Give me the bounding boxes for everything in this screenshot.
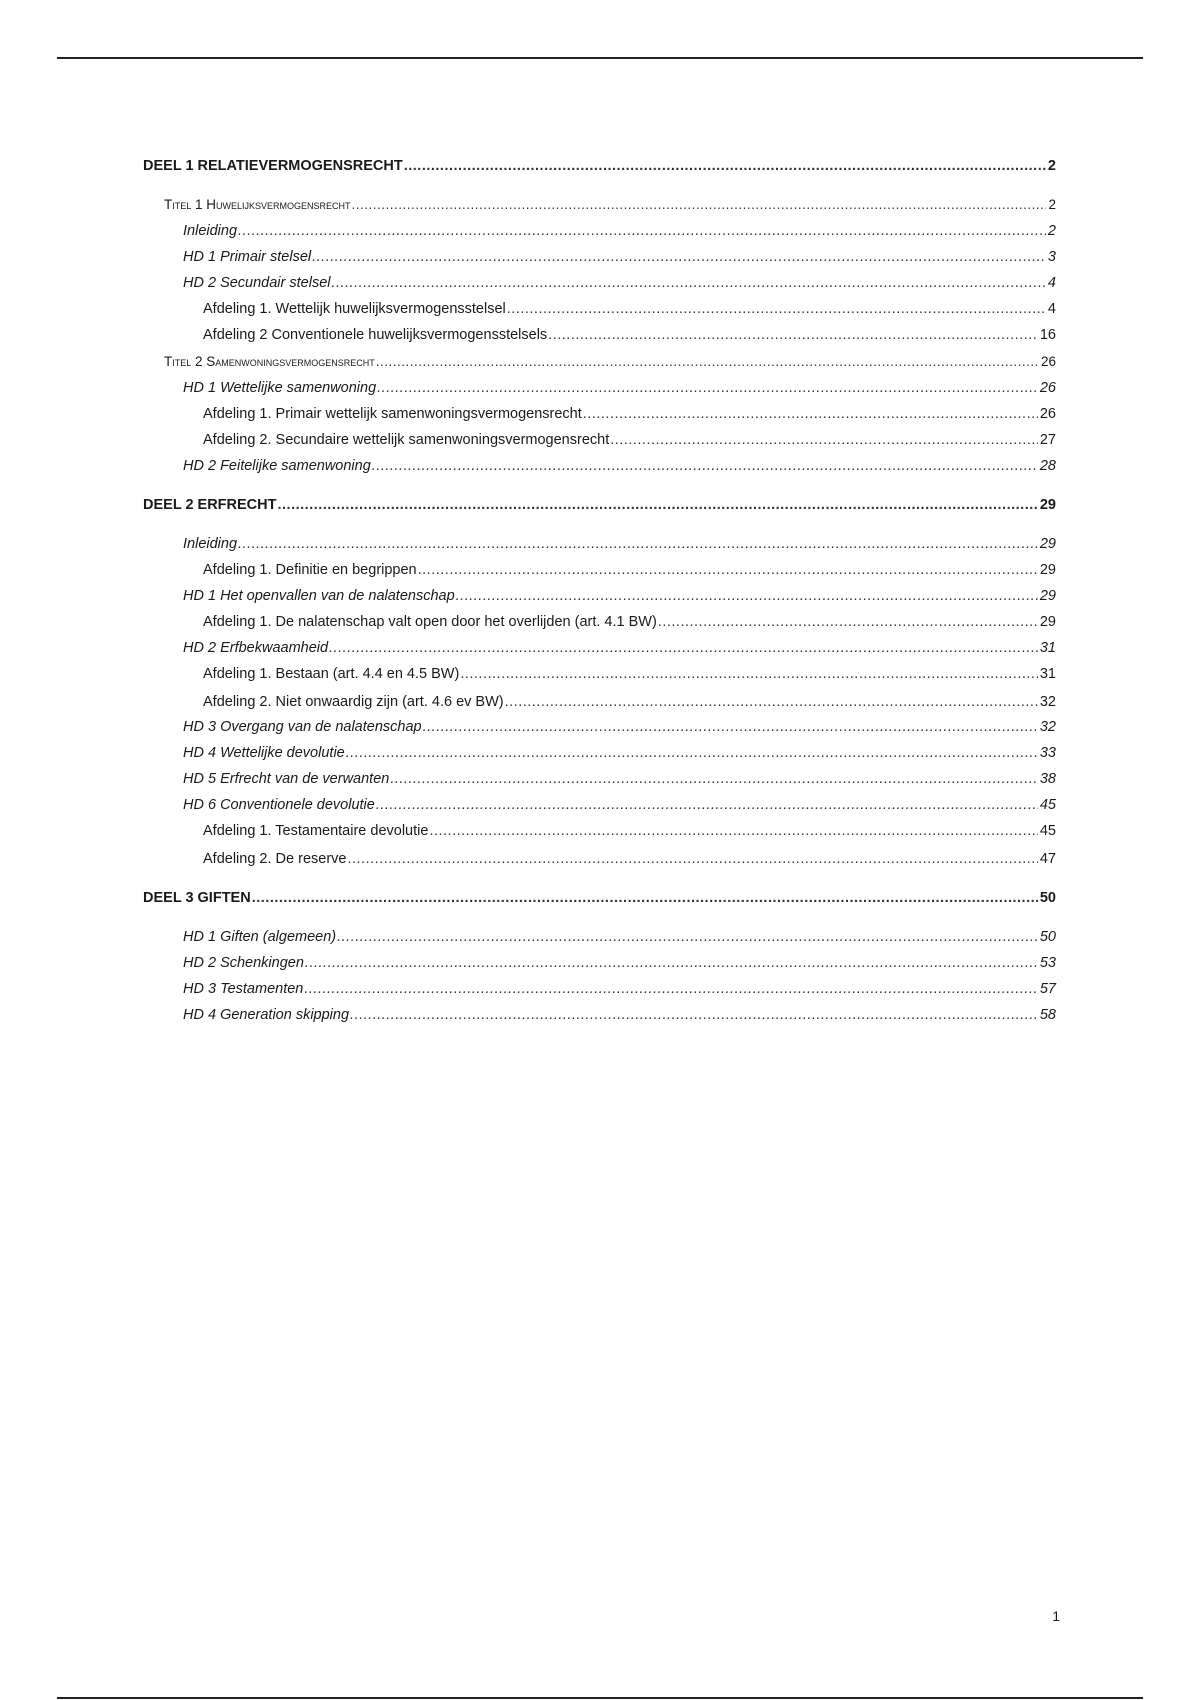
toc-entry-label: HD 2 Secundair stelsel [183, 275, 331, 291]
toc-entry-label: Afdeling 1. Definitie en begrippen [203, 562, 417, 578]
toc-entry-label: HD 4 Wettelijke devolutie [183, 745, 345, 761]
dot-leader [329, 639, 1038, 657]
toc-entry-label: HD 1 Wettelijke samenwoning [183, 380, 377, 396]
dot-leader [377, 379, 1038, 397]
toc-entry-label: HD 2 Feitelijke samenwoning [183, 458, 371, 474]
toc-entry-page: 33 [1039, 745, 1056, 761]
toc-entry-page: 2 [1047, 158, 1056, 174]
toc-entry-hd-2[interactable] [183, 639, 1056, 657]
toc-entry-titel-1[interactable] [164, 196, 1056, 214]
toc-entry-afdeling[interactable] [203, 613, 1056, 631]
toc-entry-page: 50 [1039, 890, 1056, 906]
toc-entry-hd-3[interactable] [183, 718, 1056, 736]
toc-entry-hd-5[interactable] [183, 770, 1056, 788]
toc-entry-page: 58 [1039, 1007, 1056, 1023]
toc-entry-page: 45 [1039, 823, 1056, 839]
toc-entry-page: 57 [1039, 981, 1056, 997]
toc-entry-label: Inleiding [183, 536, 238, 552]
toc-entry-label: DEEL 1 RELATIEVERMOGENSRECHT [143, 158, 403, 174]
dot-leader [337, 928, 1038, 946]
toc-entry-label: HD 2 Schenkingen [183, 955, 304, 971]
dot-leader [429, 822, 1037, 840]
dot-leader [352, 196, 1047, 214]
dot-leader [277, 496, 1037, 514]
toc-entry-page: 3 [1047, 249, 1056, 265]
toc-entry-label: Inleiding [183, 223, 238, 239]
toc-entry-page: 45 [1039, 797, 1056, 813]
toc-entry-label: Afdeling 2. Secundaire wettelijk samenwoningsvermogensrecht [203, 432, 610, 448]
toc-entry-label: Afdeling 1. Testamentaire devolutie [203, 823, 429, 839]
toc-entry-page: 53 [1039, 955, 1056, 971]
toc-entry-label: HD 3 Overgang van de nalatenschap [183, 719, 422, 735]
toc-entry-page: 28 [1039, 458, 1056, 474]
toc-entry-afdeling[interactable] [203, 822, 1056, 840]
toc-entry-deel-2[interactable] [143, 496, 1056, 514]
toc-entry-label: HD 6 Conventionele devolutie [183, 797, 375, 813]
dot-leader [507, 300, 1046, 318]
toc-entry-page: 29 [1039, 497, 1056, 513]
toc-entry-page: 2 [1047, 223, 1056, 239]
toc-entry-afdeling[interactable] [203, 326, 1056, 344]
toc-entry-hd-4[interactable] [183, 744, 1056, 762]
toc-entry-label: Afdeling 1. De nalatenschap valt open door het overlijden (art. 4.1 BW) [203, 614, 657, 630]
toc-entry-label: Afdeling 1. Bestaan (art. 4.4 en 4.5 BW) [203, 666, 460, 682]
toc-entry-page: 4 [1047, 301, 1056, 317]
toc-entry-hd-6[interactable] [183, 796, 1056, 814]
toc-entry-afdeling[interactable] [203, 850, 1056, 868]
dot-leader [505, 693, 1038, 711]
toc-entry-label: Afdeling 2. Niet onwaardig zijn (art. 4.6 ev BW) [203, 694, 504, 710]
toc-entry-label: HD 1 Primair stelsel [183, 249, 312, 265]
toc-entry-deel-3[interactable] [143, 889, 1056, 907]
dot-leader [658, 613, 1038, 631]
dot-leader [305, 954, 1038, 972]
toc-entry-label: Afdeling 1. Wettelijk huwelijksvermogensstelsel [203, 301, 506, 317]
toc-entry-page: 31 [1039, 640, 1056, 656]
toc-entry-page: 27 [1039, 432, 1056, 448]
dot-leader [583, 405, 1038, 423]
toc-entry-page: 2 [1048, 197, 1056, 212]
toc-entry-label: Titel 1 Huwelijksvermogensrecht [164, 197, 351, 212]
toc-entry-label: HD 1 Giften (algemeen) [183, 929, 337, 945]
toc-entry-page: 29 [1039, 562, 1056, 578]
toc-entry-label: DEEL 3 GIFTEN [143, 890, 251, 906]
toc-entry-label: DEEL 2 ERFRECHT [143, 497, 277, 513]
dot-leader [332, 274, 1046, 292]
toc-entry-page: 32 [1039, 694, 1056, 710]
toc-entry-hd-2[interactable] [183, 457, 1056, 475]
toc-entry-inleiding[interactable] [183, 535, 1056, 553]
toc-entry-hd-3[interactable] [183, 980, 1056, 998]
page-number: 1 [1052, 1608, 1060, 1624]
dot-leader [238, 222, 1046, 240]
dot-leader [252, 889, 1038, 907]
toc-entry-hd-1[interactable] [183, 379, 1056, 397]
toc-entry-page: 32 [1039, 719, 1056, 735]
toc-entry-label: HD 4 Generation skipping [183, 1007, 350, 1023]
toc-entry-page: 29 [1039, 588, 1056, 604]
toc-entry-page: 31 [1039, 666, 1056, 682]
dot-leader [347, 850, 1037, 868]
toc-entry-label: HD 5 Erfrecht van de verwanten [183, 771, 390, 787]
dot-leader [418, 561, 1038, 579]
toc-entry-afdeling[interactable] [203, 300, 1056, 318]
dot-leader [372, 457, 1038, 475]
toc-entry-hd-4[interactable] [183, 1006, 1056, 1024]
dot-leader [404, 157, 1046, 175]
toc-entry-label: HD 3 Testamenten [183, 981, 304, 997]
toc-entry-page: 26 [1039, 406, 1056, 422]
dot-leader [376, 796, 1038, 814]
toc-entry-afdeling[interactable] [203, 561, 1056, 579]
toc-entry-label: Afdeling 2. De reserve [203, 851, 347, 867]
toc-entry-page: 50 [1039, 929, 1056, 945]
toc-entry-label: Afdeling 1. Primair wettelijk samenwoningsvermogensrecht [203, 406, 582, 422]
dot-leader [423, 718, 1038, 736]
dot-leader [460, 665, 1038, 683]
toc-entry-page: 29 [1039, 614, 1056, 630]
dot-leader [456, 587, 1038, 605]
footer-rule [57, 1697, 1143, 1699]
dot-leader [304, 980, 1037, 998]
toc-entry-page: 26 [1039, 380, 1056, 396]
toc-entry-page: 38 [1039, 771, 1056, 787]
dot-leader [610, 431, 1038, 449]
dot-leader [346, 744, 1038, 762]
toc-entry-afdeling[interactable] [203, 431, 1056, 449]
toc-entry-afdeling[interactable] [203, 693, 1056, 711]
toc-entry-label: HD 2 Erfbekwaamheid [183, 640, 329, 656]
toc-entry-titel-2[interactable] [164, 353, 1056, 371]
dot-leader [548, 326, 1038, 344]
toc-entry-hd-2[interactable] [183, 274, 1056, 292]
dot-leader [376, 353, 1039, 371]
toc-entry-label: Titel 2 Samenwoningsvermogensrecht [164, 354, 375, 369]
toc-entry-inleiding[interactable] [183, 222, 1056, 240]
toc-entry-hd-1[interactable] [183, 928, 1056, 946]
toc-entry-deel-1[interactable] [143, 157, 1056, 175]
toc-entry-hd-2[interactable] [183, 954, 1056, 972]
toc-entry-page: 29 [1039, 536, 1056, 552]
toc-entry-hd-1[interactable] [183, 248, 1056, 266]
toc-entry-afdeling[interactable] [203, 665, 1056, 683]
toc-entry-page: 16 [1039, 327, 1056, 343]
dot-leader [312, 248, 1046, 266]
toc-entry-hd-1[interactable] [183, 587, 1056, 605]
dot-leader [350, 1006, 1038, 1024]
toc-entry-page: 26 [1040, 354, 1056, 369]
dot-leader [238, 535, 1038, 553]
toc-entry-label: Afdeling 2 Conventionele huwelijksvermogensstelsels [203, 327, 548, 343]
dot-leader [390, 770, 1038, 788]
toc-entry-label: HD 1 Het openvallen van de nalatenschap [183, 588, 455, 604]
toc-entry-page: 4 [1047, 275, 1056, 291]
toc-entry-page: 47 [1039, 851, 1056, 867]
toc-entry-afdeling[interactable] [203, 405, 1056, 423]
